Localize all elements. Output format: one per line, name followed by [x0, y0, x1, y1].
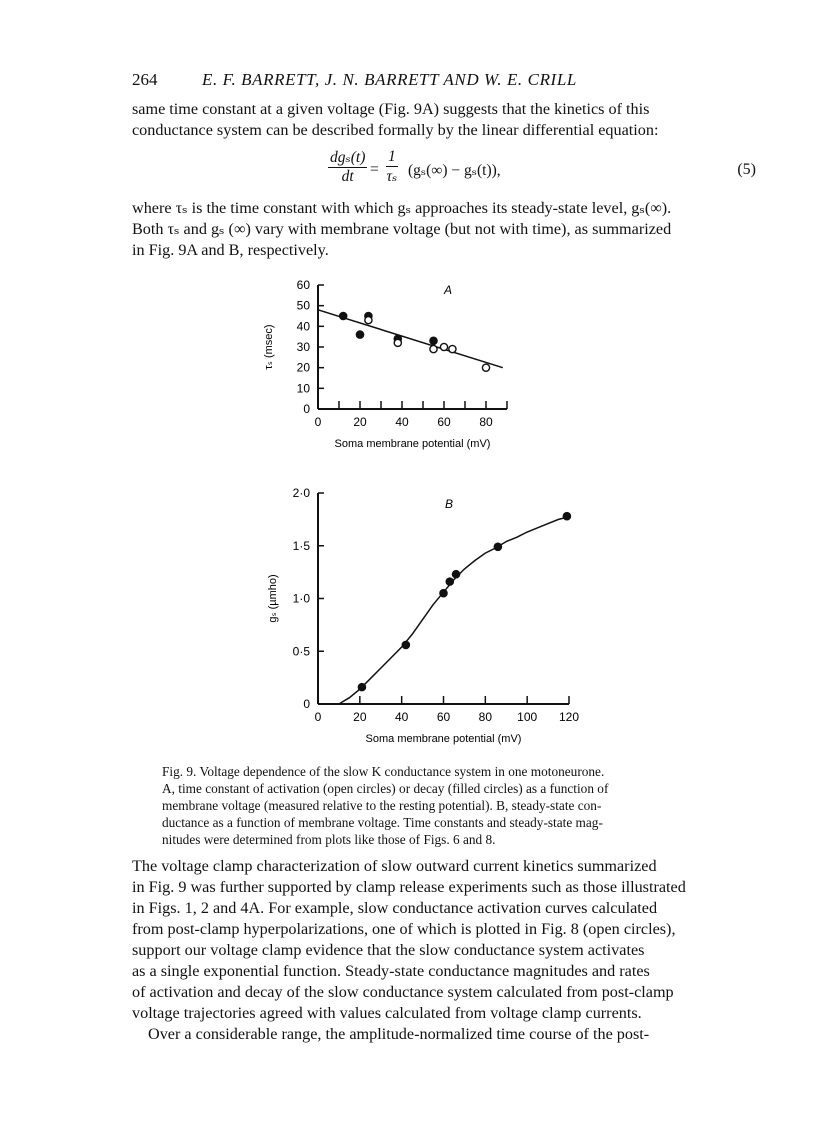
x-tick-label: 80	[479, 415, 493, 429]
figure-9a-chart	[240, 272, 540, 462]
lhs-numerator: dgₛ(t)	[330, 149, 366, 166]
caption-line: Fig. 9. Voltage dependence of the slow K conductance system in one motoneurone.	[162, 764, 605, 779]
caption-line: ductance as a function of membrane voltage. Time constants and steady-state mag-	[162, 815, 603, 830]
caption-line: nitudes were determined from plots like those of Figs. 6 and 8.	[162, 832, 496, 847]
page-number: 264	[132, 70, 158, 89]
data-point-filled	[358, 684, 365, 691]
equation-body: (gₛ(∞) − gₛ(t)),	[408, 162, 501, 179]
y-tick-label: 20	[296, 360, 310, 375]
fit-curve	[339, 517, 567, 704]
x-tick-label: 0	[314, 710, 322, 724]
data-point-filled	[340, 312, 347, 319]
text-line: Both τₛ and gₛ (∞) vary with membrane voltage (but not with time), as summarized	[132, 220, 672, 238]
y-tick-label: 1·0	[292, 591, 310, 606]
panel-label: A	[444, 283, 453, 297]
data-point-filled	[402, 641, 409, 648]
text-line: of activation and decay of the slow conductance system calculated from post-clamp	[132, 983, 674, 1001]
x-axis-label: Soma membrane potential (mV)	[365, 733, 522, 745]
y-axis-label: τₛ (msec)	[263, 324, 275, 370]
text-line: in Figs. 1, 2 and 4A. For example, slow conductance activation curves calculated	[132, 899, 658, 917]
figure-9b-chart	[240, 478, 620, 753]
data-point-open	[449, 345, 456, 352]
text-line: in Fig. 9 was further supported by clamp release experiments such as those illustrated	[132, 878, 686, 896]
data-point-open	[430, 345, 437, 352]
caption-line: membrane voltage (measured relative to the resting potential). B, steady-state con-	[162, 798, 602, 813]
equals-sign: =	[370, 161, 379, 178]
data-point-filled	[563, 513, 570, 520]
y-tick-label: 2·0	[292, 486, 310, 500]
x-tick-label: 60	[436, 710, 451, 724]
text-line: in Fig. 9A and B, respectively.	[132, 241, 329, 259]
equation-number: (5)	[737, 161, 756, 178]
data-point-filled	[356, 331, 363, 338]
after-equation-paragraph	[132, 198, 756, 261]
y-tick-label: 60	[296, 278, 310, 292]
y-tick-label: 30	[296, 340, 310, 354]
text-line: conductance system can be described formally by the linear differential equation:	[132, 121, 659, 139]
final-paragraph	[132, 856, 756, 1045]
text-line: from post-clamp hyperpolarizations, one of which is plotted in Fig. 8 (open circles),	[132, 920, 676, 938]
x-tick-label: 20	[353, 710, 367, 724]
caption-line: A, time constant of activation (open circles) or decay (filled circles) as a function of	[162, 781, 609, 796]
x-tick-label: 120	[558, 710, 580, 724]
text-line: where τₛ is the time constant with which gₛ approaches its steady-state level, gₛ(∞).	[132, 199, 672, 217]
text-line: same time constant at a given voltage (Fig. 9A) suggests that the kinetics of this	[132, 100, 650, 118]
text-line: voltage trajectories agreed with values calculated from voltage clamp currents.	[132, 1004, 642, 1022]
x-tick-label: 0	[314, 415, 322, 429]
intro-paragraph	[132, 99, 756, 141]
x-tick-label: 60	[437, 415, 451, 429]
data-point-open	[365, 317, 372, 324]
data-point-open	[440, 343, 447, 350]
text-line: The voltage clamp characterization of slow outward current kinetics summarized	[132, 857, 657, 875]
lhs-denominator: dt	[341, 168, 354, 185]
panel-label: B	[445, 497, 454, 511]
y-tick-label: 10	[296, 381, 310, 396]
data-point-open	[482, 364, 489, 371]
data-point-filled	[430, 337, 437, 344]
figure-caption	[162, 763, 726, 848]
data-point-open	[394, 339, 401, 346]
data-point-filled	[494, 543, 501, 550]
x-tick-label: 20	[353, 415, 367, 429]
text-line: support our voltage clamp evidence that the slow conductance system activates	[132, 941, 645, 959]
equation-rhs-fraction	[386, 148, 398, 186]
equation-5	[132, 148, 756, 196]
y-tick-label: 0	[303, 697, 310, 711]
y-tick-label: 1·5	[292, 538, 310, 553]
y-tick-label: 0	[303, 402, 310, 416]
y-tick-label: 50	[296, 298, 310, 313]
data-point-filled	[446, 578, 453, 585]
rhs-numerator: 1	[388, 148, 396, 165]
equation-lhs	[328, 148, 367, 186]
x-axis-label: Soma membrane potential (mV)	[334, 438, 491, 450]
y-axis-label: gₛ (µmho)	[267, 574, 279, 623]
x-tick-label: 40	[395, 415, 409, 429]
text-line: as a single exponential function. Steady-state conductance magnitudes and rates	[132, 962, 650, 980]
x-tick-label: 80	[478, 710, 493, 724]
author-line: E. F. BARRETT, J. N. BARRETT AND W. E. CRILL	[202, 70, 577, 89]
y-tick-label: 40	[296, 319, 310, 334]
data-point-filled	[452, 571, 459, 578]
running-header	[132, 70, 752, 94]
data-point-filled	[440, 590, 447, 597]
text-line: Over a considerable range, the amplitude-normalized time course of the post-	[148, 1025, 650, 1043]
y-tick-label: 0·5	[292, 644, 310, 659]
rhs-denominator: τₛ	[386, 168, 398, 185]
x-tick-label: 40	[394, 710, 409, 724]
x-tick-label: 100	[517, 710, 538, 724]
